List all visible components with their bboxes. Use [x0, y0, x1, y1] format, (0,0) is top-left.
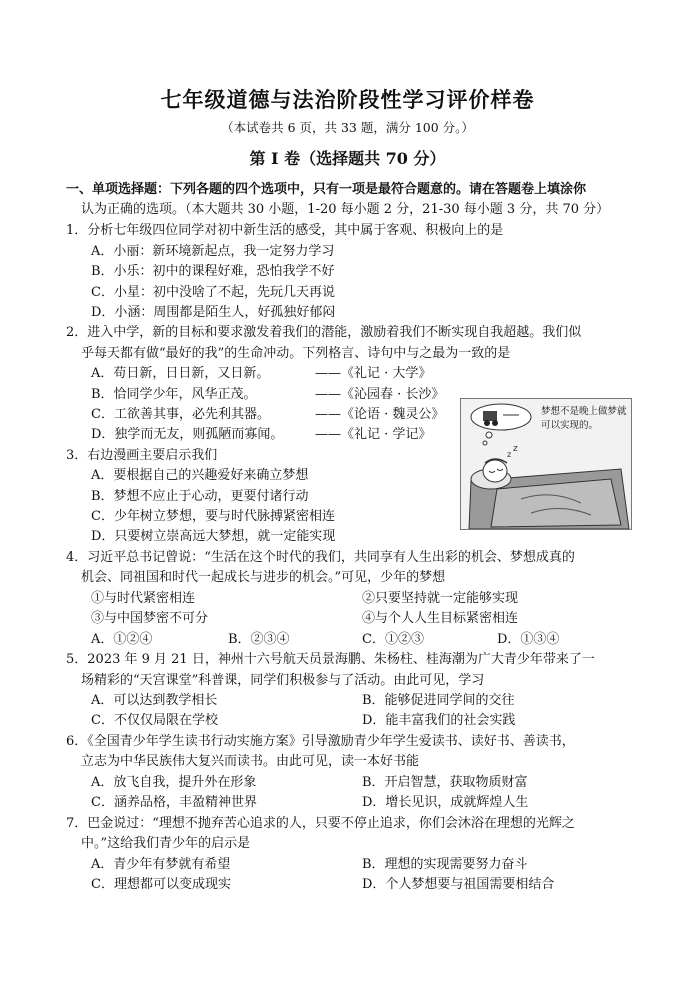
q7-option-c: C．理想都可以变成现实 — [91, 877, 231, 892]
q1-stem: 1．分析七年级四位同学对初中新生活的感受，其中属于客观、积极向上的是 — [66, 223, 504, 238]
q4-option-c: C．①②③ — [362, 632, 424, 647]
q3-option-a: A．要根据自己的兴趣爱好来确立梦想 — [91, 468, 309, 483]
q3-option-b: B．梦想不应止于心动，更要付诸行动 — [91, 489, 309, 504]
q6-stem-line1: 6．《全国青少年学生读书行动实施方案》引导激励青少年学生爱读书、读好书、善读书， — [66, 734, 575, 749]
q2-stem-line2: 乎每天都有做“最好的我”的生命冲动。下列格言、诗句中与之最为一致的是 — [81, 346, 511, 361]
q1-option-d: D．小涵：周围都是陌生人，好孤独好郁闷 — [91, 305, 336, 320]
svg-text:z: z — [513, 444, 518, 454]
q4-stem-line1: 4．习近平总书记曾说：“生活在这个时代的我们，共同享有人生出彩的机会、梦想成真的 — [66, 550, 575, 565]
q5-option-d: D．能丰富我们的社会实践 — [362, 713, 516, 728]
q3-option-c: C．少年树立梦想，要与时代脉搏紧密相连 — [91, 509, 335, 524]
section-heading: 一、单项选择题：下列各题的四个选项中，只有一项是最符合题意的。请在答题卷上填涂你 — [66, 182, 587, 197]
dream-cartoon — [460, 398, 632, 530]
q5-option-a: A．可以达到教学相长 — [91, 693, 218, 708]
q1-option-b: B．小乐：初中的课程好难，恐怕我学不好 — [91, 264, 335, 279]
q2-option-b-source: ——《沁园春 · 长沙》 — [315, 387, 445, 402]
q2-option-c-source: ——《论语 · 魏灵公》 — [315, 407, 445, 422]
q5-stem-line1: 5．2023 年 9 月 21 日，神州十六号航天员景海鹏、朱杨柱、桂海潮为广大青少年带来了一 — [66, 652, 595, 667]
q5-option-c: C．不仅仅局限在学校 — [91, 713, 218, 728]
q5-stem-line2: 场精彩的“天宫课堂”科普课，同学们积极参与了活动。由此可见，学习 — [81, 673, 485, 688]
q6-option-c: C．涵养品格，丰盈精神世界 — [91, 795, 257, 810]
q4-statement-2: ②只要坚持就一定能够实现 — [362, 591, 519, 606]
q2-option-a-source: ——《礼记 · 大学》 — [315, 366, 432, 381]
q2-option-a: A．苟日新，日日新，又日新。 — [91, 366, 270, 381]
q7-option-a: A．青少年有梦就有希望 — [91, 857, 231, 872]
page-title: 七年级道德与法治阶段性学习评价样卷 — [160, 87, 535, 112]
q6-option-b: B．开启智慧，获取物质财富 — [362, 775, 528, 790]
q4-statement-1: ①与时代紧密相连 — [91, 591, 196, 606]
q6-option-d: D．增长见识，成就辉煌人生 — [362, 795, 529, 810]
q5-option-b: B．能够促进同学间的交往 — [362, 693, 515, 708]
q4-statement-3: ③与中国梦密不可分 — [91, 611, 209, 626]
q4-stem-line2: 机会、同祖国和时代一起成长与进步的机会。”可见，少年的梦想 — [81, 570, 446, 585]
q2-option-d-source: ——《礼记 · 学记》 — [315, 427, 432, 442]
q2-option-d: D．独学而无友，则孤陋而寡闻。 — [91, 427, 284, 442]
q6-stem-line2: 立志为中华民族伟大复兴而读书。由此可见，读一本好书能 — [81, 754, 420, 769]
q4-option-d: D．①③④ — [497, 632, 560, 647]
q4-statement-4: ④与个人人生目标紧密相连 — [362, 611, 519, 626]
q3-option-d: D．只要树立崇高远大梦想，就一定能实现 — [91, 529, 336, 544]
q1-option-a: A．小丽：新环境新起点，我一定努力学习 — [91, 244, 335, 259]
q7-stem-line2: 中。”这给我们青少年的启示是 — [81, 836, 251, 851]
q3-stem: 3．右边漫画主要启示我们 — [66, 448, 218, 463]
paper-info: （本试卷共 6 页，共 33 题，满分 100 分。） — [221, 120, 474, 135]
section-instructions: 认为正确的选项。（本大题共 30 小题，1-20 每小题 2 分，21-30 每小题 3 分，共 70 分） — [81, 202, 610, 217]
q2-option-c: C．工欲善其事，必先利其器。 — [91, 407, 270, 422]
svg-text:z: z — [507, 450, 512, 459]
q4-option-b: B．②③④ — [228, 632, 290, 647]
cartoon-caption: 梦想不是晚上做梦就可以实现的。 — [541, 406, 627, 431]
part-title: 第 I 卷（选择题共 70 分） — [249, 149, 446, 168]
q7-stem-line1: 7．巴金说过：“理想不抛弃苦心追求的人，只要不停止追求，你们会沐浴在理想的光辉之 — [66, 816, 575, 831]
q1-option-c: C．小星：初中没啥了不起，先玩几天再说 — [91, 285, 335, 300]
q6-option-a: A．放飞自我，提升外在形象 — [91, 775, 257, 790]
q2-option-b: B．恰同学少年，风华正茂。 — [91, 387, 257, 402]
q2-stem-line1: 2．进入中学，新的目标和要求激发着我们的潜能，激励着我们不断实现自我超越。我们似 — [66, 325, 582, 340]
q4-option-a: A．①②④ — [91, 632, 153, 647]
q7-option-d: D．个人梦想要与祖国需要相结合 — [362, 877, 555, 892]
q7-option-b: B．理想的实现需要努力奋斗 — [362, 857, 528, 872]
